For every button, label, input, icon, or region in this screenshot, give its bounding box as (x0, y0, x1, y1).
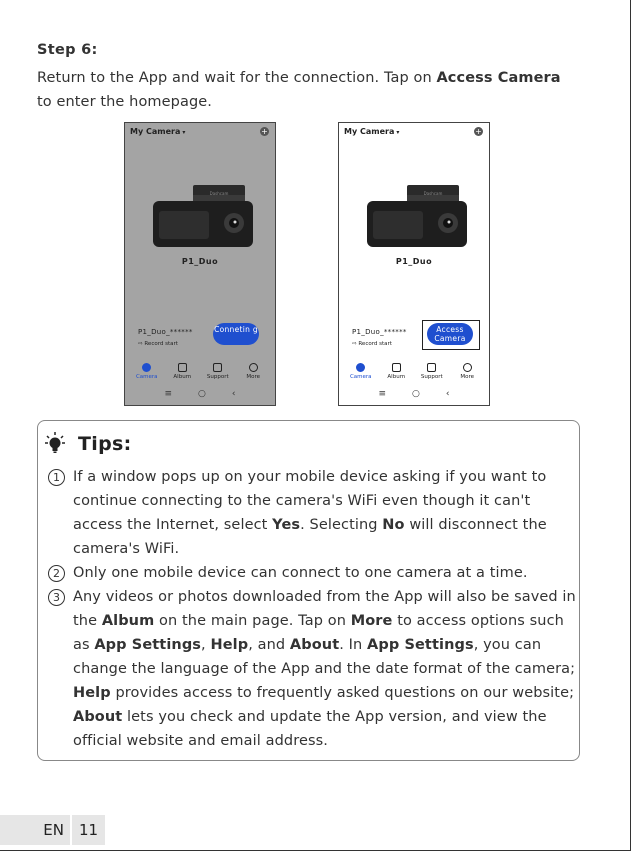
phone-header: My Camera ▾ (130, 127, 186, 136)
more-icon (249, 363, 258, 372)
lightbulb-icon (45, 432, 65, 454)
tab-album: Album (382, 363, 410, 385)
tab-bar (125, 363, 275, 385)
phone-screenshot-connecting (124, 122, 276, 406)
tab-more: More (239, 363, 267, 385)
record-start: ⇨ Record start (352, 341, 392, 347)
svg-text:Dashcam: Dashcam (423, 191, 443, 196)
access-camera-button: Access Camera (427, 323, 473, 345)
menu-icon: ≡ (378, 389, 387, 399)
tab-support: Support (204, 363, 232, 385)
tip-text: Any videos or photos downloaded from the App will also be saved in the Album on the main page. Tap on More to access options such as App Settings, Help, and About. In App Settings, you can change the language of the App and the date format of the camera; Help provides access to frequently asked questions on our website; About lets you check and update the App version, and view the official website and email address. (73, 589, 576, 749)
back-icon: ‹ (231, 389, 236, 399)
menu-icon: ≡ (164, 389, 173, 399)
album-icon (392, 363, 401, 372)
connecting-button: Connetin g (213, 323, 259, 345)
step-instructions (37, 66, 597, 114)
tab-camera: Camera (347, 363, 375, 385)
home-icon: ○ (412, 389, 420, 399)
step-text-2: to enter the homepage. (37, 94, 212, 110)
home-icon: ○ (198, 389, 206, 399)
camera-name: P1_Duo (181, 257, 219, 266)
footer-language: EN (43, 821, 64, 839)
highlight-box (422, 320, 480, 350)
more-icon (463, 363, 472, 372)
device-id: P1_Duo_****** (352, 328, 407, 336)
tab-bar (339, 363, 489, 385)
tip-number: 3 (48, 589, 65, 606)
tips-box (37, 420, 580, 761)
camera-icon (142, 363, 151, 372)
tab-album: Album (168, 363, 196, 385)
record-start: ⇨ Record start (138, 341, 178, 347)
dashcam-image (363, 185, 471, 251)
step-title: Step 6: (37, 42, 98, 58)
tip-text: Only one mobile device can connect to one camera at a time. (73, 565, 528, 581)
device-id: P1_Duo_****** (138, 328, 193, 336)
phone-screenshot-connected (338, 122, 490, 406)
page-number: 11 (78, 821, 99, 839)
svg-text:Dashcam: Dashcam (209, 191, 229, 196)
system-nav-bar (125, 389, 275, 399)
mail-icon (213, 363, 222, 372)
tip-text: If a window pops up on your mobile device asking if you want to continue connecting to the camera's WiFi even though it can't access the Internet, select Yes. Selecting No will disconnect the camera's WiFi. (73, 469, 547, 557)
access-camera-emphasis: Access Camera (436, 70, 561, 86)
tips-title: Tips: (78, 433, 132, 455)
tip-number: 1 (48, 469, 65, 486)
phone-header: My Camera ▾ (344, 127, 400, 136)
back-icon: ‹ (445, 389, 450, 399)
tab-more: More (453, 363, 481, 385)
dashcam-image (149, 185, 257, 251)
add-icon: + (261, 127, 268, 136)
camera-name: P1_Duo (395, 257, 433, 266)
step-text-1: Return to the App and wait for the connection. Tap on (37, 70, 437, 86)
album-icon (178, 363, 187, 372)
camera-icon (356, 363, 365, 372)
tab-support: Support (418, 363, 446, 385)
tip-number: 2 (48, 565, 65, 582)
tab-camera: Camera (133, 363, 161, 385)
mail-icon (427, 363, 436, 372)
add-icon: + (475, 127, 482, 136)
system-nav-bar (339, 389, 489, 399)
